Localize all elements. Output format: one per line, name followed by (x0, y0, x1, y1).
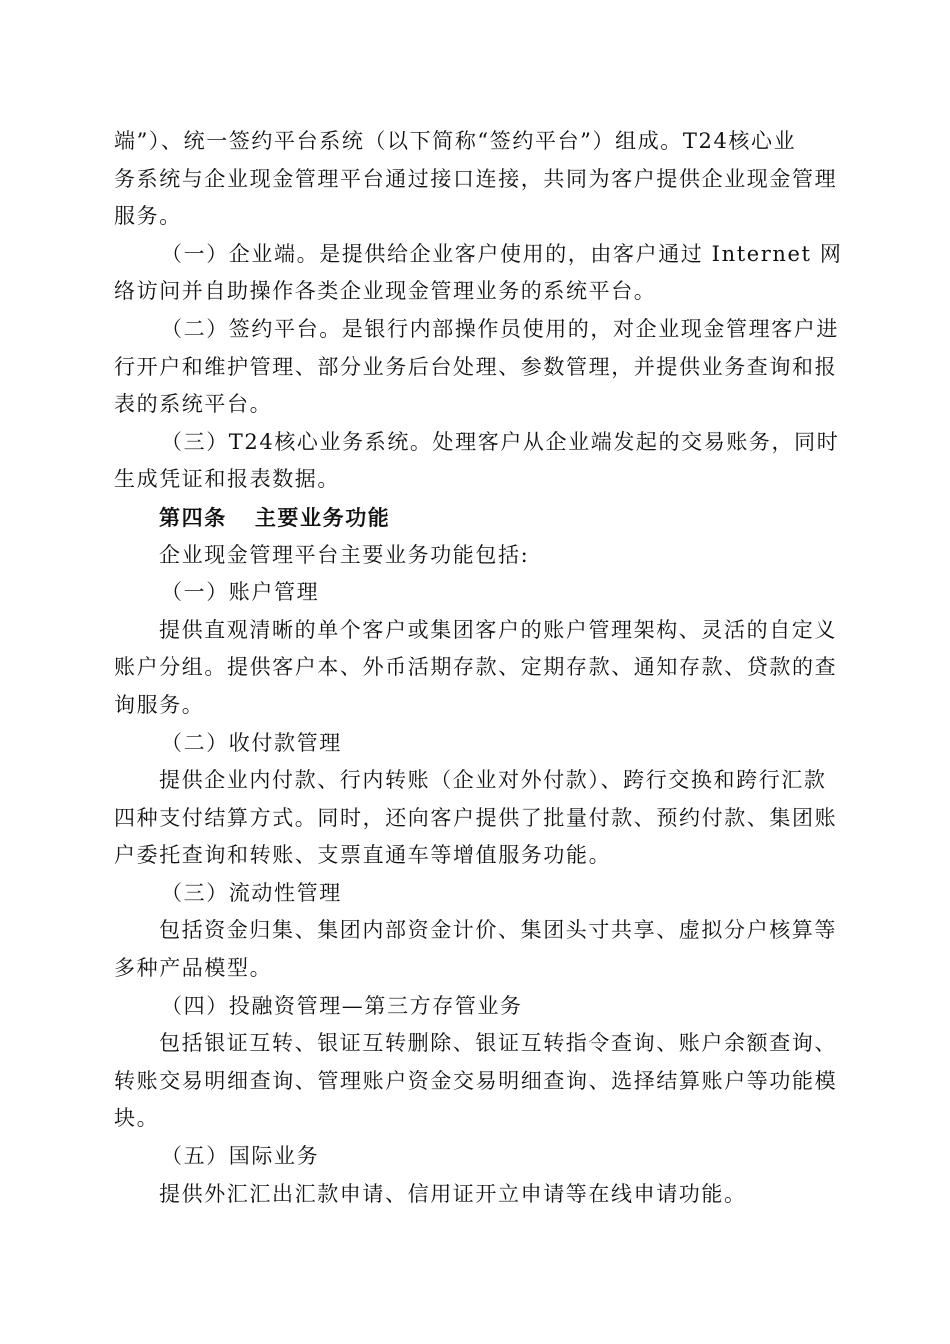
body-line: 提供企业内付款、行内转账（企业对外付款）、跨行交换和跨行汇款 (159, 768, 827, 793)
body-line: 四种支付结算方式。同时，还向客户提供了批量付款、预约付款、集团账 (114, 805, 838, 830)
body-line: 询服务。 (114, 692, 205, 717)
body-line: 服务。 (114, 204, 182, 229)
article-number: 第四条 (159, 504, 227, 530)
body-line: 包括资金归集、集团内部资金计价、集团头寸共享、虚拟分户核算等 (159, 918, 837, 943)
body-line: 务系统与企业现金管理平台通过接口连接，共同为客户提供企业现金管理 (114, 166, 838, 191)
body-line: 表的系统平台。 (114, 392, 273, 417)
section-heading: （三）流动性管理 (161, 880, 342, 905)
document-body (114, 123, 843, 1213)
body-line: 络访问并自助操作各类企业现金管理业务的系统平台。 (114, 279, 657, 304)
body-line: 提供外汇汇出汇款申请、信用证开立申请等在线申请功能。 (159, 1181, 747, 1206)
section-heading: （二）收付款管理 (161, 730, 342, 755)
body-line: （三）T24核心业务系统。处理客户从企业端发起的交易账务，同时 (161, 429, 840, 454)
body-line: 转账交易明细查询、管理账户资金交易明细查询、选择结算账户等功能模 (114, 1068, 838, 1093)
body-line: 提供直观清晰的单个客户或集团客户的账户管理架构、灵活的自定义 (159, 617, 837, 642)
body-line: 户委托查询和转账、支票直通车等增值服务功能。 (114, 843, 612, 868)
section-heading: （一）账户管理 (161, 580, 320, 605)
body-line: 账户分组。提供客户本、外币活期存款、定期存款、通知存款、贷款的查 (114, 655, 838, 680)
body-line: 端”）、统一签约平台系统（以下简称“签约平台”）组成。T24核心业 (114, 129, 797, 153)
body-line: 生成凭证和报表数据。 (114, 467, 340, 492)
article-heading (114, 499, 832, 537)
body-line: 企业现金管理平台主要业务功能包括: (159, 542, 530, 567)
body-line: 包括银证互转、银证互转删除、银证互转指令查询、账户余额查询、 (159, 1031, 837, 1056)
section-heading: （四）投融资管理—第三方存管业务 (161, 993, 523, 1018)
body-line: 行开户和维护管理、部分业务后台处理、参数管理，并提供业务查询和报 (114, 354, 838, 379)
body-line: （一）企业端。是提供给企业客户使用的，由客户通过 Internet 网 (161, 241, 843, 266)
body-line: （二）签约平台。是银行内部操作员使用的，对企业现金管理客户进 (161, 316, 839, 341)
body-line: 块。 (114, 1106, 160, 1131)
article-title: 主要业务功能 (254, 504, 391, 530)
body-line: 多种产品模型。 (114, 956, 273, 981)
section-heading: （五）国际业务 (161, 1144, 320, 1169)
